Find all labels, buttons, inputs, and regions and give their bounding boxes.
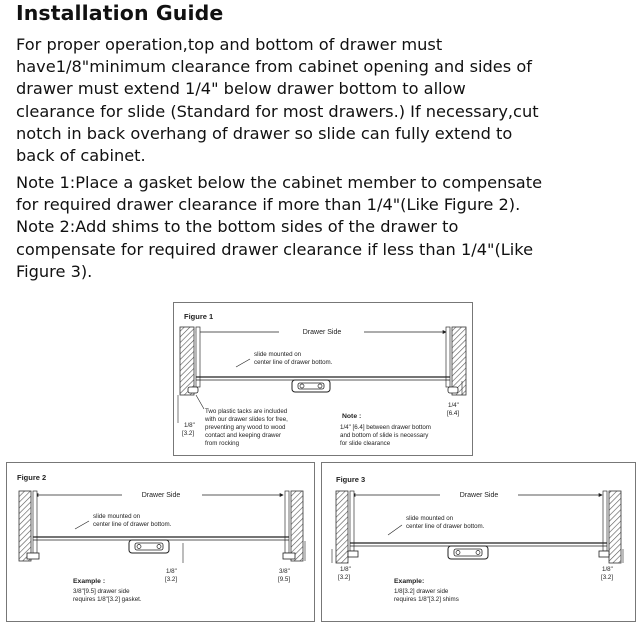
- callout-leader: [388, 525, 402, 535]
- callout-leader: [236, 359, 250, 367]
- tacks-note: with our drawer slides for free,: [205, 416, 288, 423]
- note-line: Note 1:Place a gasket below the cabinet member to compensate: [16, 173, 543, 192]
- slide-callout-text: center line of drawer bottom.: [254, 359, 333, 366]
- slide-callout-text: center line of drawer bottom.: [93, 521, 172, 528]
- note-line: Note 2:Add shims to the bottom sides of the drawer to: [16, 217, 459, 237]
- figure-2-diagram: [7, 463, 314, 621]
- figure-1: [173, 302, 473, 456]
- figure-2: [6, 462, 315, 622]
- left-dimension-mm: [3.2]: [338, 574, 351, 581]
- drawer-side-left: [350, 491, 354, 551]
- cabinet-wall-left: [19, 491, 31, 561]
- shim: [348, 551, 358, 557]
- slide-callout-text: slide mounted on: [93, 513, 141, 520]
- slide-profile: [129, 540, 169, 553]
- cabinet-wall-right: [291, 491, 303, 561]
- tacks-note: from rocking: [205, 440, 240, 447]
- gasket: [283, 553, 295, 559]
- shim: [599, 551, 609, 557]
- figure-3: [321, 462, 636, 622]
- drawer-side-left: [196, 327, 200, 387]
- slide-callout-text: slide mounted on: [406, 515, 454, 522]
- slide-profile: [448, 546, 488, 559]
- drawer-side-right: [285, 491, 289, 553]
- cabinet-wall-left: [336, 491, 348, 563]
- paragraph-line: For proper operation,top and bottom of drawer must: [16, 35, 443, 54]
- tacks-note: contact and keeping drawer: [205, 432, 282, 439]
- tacks-note: preventing any wood to wood: [205, 424, 286, 431]
- note-text: 1/4" [6.4] between drawer bottom: [340, 424, 431, 431]
- right-dimension: 1/8": [602, 566, 613, 573]
- example-text: 3/8"[9.5] drawer side: [73, 588, 130, 595]
- right-dimension-mm: [6.4]: [447, 410, 460, 417]
- figure-title: Figure 3: [336, 475, 366, 484]
- right-dimension-mm: [9.5]: [278, 576, 291, 583]
- paragraph-line: drawer must extend 1/4" below drawer bottom to allow: [16, 79, 466, 99]
- note-line: for required drawer clearance if more than 1/4"(Like Figure 2).: [16, 195, 521, 215]
- drawer-side-label: Drawer Side: [141, 492, 181, 499]
- callout-leader: [196, 395, 204, 409]
- cabinet-wall-left: [180, 327, 194, 395]
- slide-callout-text: slide mounted on: [254, 351, 302, 358]
- example-text: requires 1/8"[3.2] gasket.: [73, 596, 142, 603]
- instructions-paragraph: [16, 34, 638, 167]
- drawer-side-right: [603, 491, 607, 551]
- slide-profile: [292, 380, 330, 392]
- gasket: [27, 553, 39, 559]
- page-title: Installation Guide: [16, 1, 224, 25]
- left-dimension: 1/8": [184, 422, 195, 429]
- note-text: for slide clearance: [340, 440, 391, 447]
- example-text: 1/8[3.2] drawer side: [394, 588, 449, 595]
- note-line: compensate for required drawer clearance if less than 1/4"(Like: [16, 239, 534, 259]
- figure-title: Figure 1: [184, 312, 214, 321]
- example-text: requires 1/8"[3.2] shims: [394, 596, 459, 603]
- cabinet-wall-right: [609, 491, 621, 563]
- paragraph-line: back of cabinet.: [16, 146, 146, 166]
- callout-leader: [75, 521, 89, 529]
- mid-dimension-mm: [3.2]: [165, 576, 178, 583]
- figure-title: Figure 2: [17, 473, 47, 482]
- paragraph-line: have1/8"minimum clearance from cabinet opening and sides of: [16, 57, 532, 77]
- drawer-side-right: [446, 327, 450, 387]
- drawer-side-left: [33, 491, 37, 553]
- tacks-note: Two plastic tacks are included: [205, 408, 288, 415]
- note-text: and bottom of slide is necessary: [340, 432, 429, 439]
- right-dimension: 3/8": [279, 568, 290, 575]
- paragraph-line: notch in back overhang of drawer so slide can fully extend to: [16, 123, 513, 143]
- figure-1-diagram: [174, 303, 472, 455]
- drawer-side-label: Drawer Side: [459, 492, 499, 499]
- drawer-side-label: Drawer Side: [302, 329, 342, 336]
- notes-paragraph: [16, 172, 638, 283]
- note-line: Figure 3).: [16, 261, 93, 281]
- example-label: Example :: [73, 578, 106, 585]
- right-dimension-mm: [3.2]: [601, 574, 614, 581]
- slide-callout-text: center line of drawer bottom.: [406, 523, 485, 530]
- note-label: Note :: [342, 413, 362, 420]
- cabinet-wall-right: [452, 327, 466, 395]
- paragraph-line: clearance for slide (Standard for most drawers.) If necessary,cut: [16, 101, 539, 121]
- figure-3-diagram: [322, 463, 635, 621]
- plastic-tack: [188, 387, 198, 393]
- mid-dimension: 1/8": [166, 568, 177, 575]
- left-dimension: 1/8": [340, 566, 351, 573]
- left-dimension-mm: [3.2]: [182, 430, 195, 437]
- plastic-tack: [448, 387, 458, 393]
- right-dimension: 1/4": [448, 402, 459, 409]
- example-label: Example:: [394, 578, 425, 585]
